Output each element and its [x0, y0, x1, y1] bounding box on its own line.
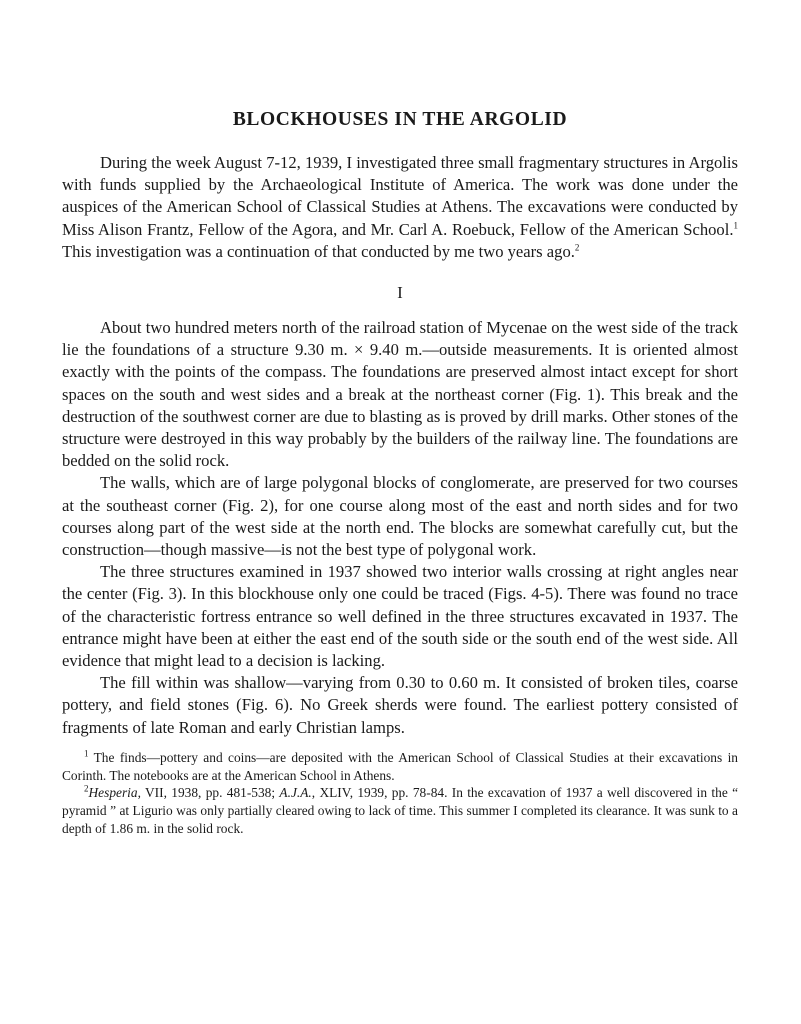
journal-title: A.J.A.: [279, 785, 312, 801]
body-paragraph: The fill within was shallow—varying from 0.30 to 0.60 m. It consisted of broken tiles, coarse pottery, and field stones (Fig. 6). No Greek sherds were found. The earliest pottery consisted of fragments of late Roman and early Christian lamps.: [62, 673, 738, 737]
footnote-1: [62, 749, 738, 785]
body-paragraph: About two hundred meters north of the railroad station of Mycenae on the west side of the track lie the foundations of a structure 9.30 m. × 9.40 m.—outside measurements. It is oriented almost exactly with the points of the compass. The foundations are preserved almost intact except for short spaces on the south and west sides and a break at the northeast corner (Fig. 1). This break and the destruction of the southwest corner are due to blasting as is proved by drill marks. Other stones of the structure were destroyed in this way probably by the builders of the railway line. The foundations are bedded on the solid rock.: [62, 318, 738, 471]
intro-text-continued: This investigation was a continuation of that conducted by me two years ago.: [62, 241, 575, 261]
journal-title: Hesperia: [88, 785, 138, 801]
footnotes: [62, 749, 738, 838]
intro-text: During the week August 7-12, 1939, I investigated three small fragmentary structures in Argolis with funds supplied by the Archaeological Institute of America. The work was done under the auspices of the American School of Classical Studies at Athens. The excavations were conducted by Miss Alison Frantz, Fellow of the Agora, and Mr. Carl A. Roebuck, Fellow of the American School.: [62, 153, 738, 239]
footnote-ref-2[interactable]: 2: [574, 242, 580, 253]
footnote-text: The finds—pottery and coins—are deposited with the American School of Classical Studies at their excavations in Corinth. The notebooks are at the American School in Athens.: [62, 749, 738, 783]
document-page: [62, 108, 738, 838]
intro-paragraph: [62, 152, 738, 263]
footnote-mark-2: 2: [84, 784, 89, 794]
section-heading: I: [397, 283, 403, 303]
body-paragraph: The three structures examined in 1937 showed two interior walls crossing at right angles near the center (Fig. 3). In this blockhouse only one could be traced (Figs. 4-5). There was found no trace of the characteristic fortress entrance so well defined in the three structures excavated in 1937. The entrance might have been at either the east end of the south side or the south end of the west side. All evidence that might lead to a decision is lacking.: [62, 562, 738, 671]
footnote-text: , XLIV, 1939, pp. 78-84. In the excavation of 1937 a well discovered in the “ pyramid ” at Ligurio was only partially cleared owing to lack of time. This summer I completed its clearance. It was sunk to a depth of 1.86 m. in the solid rock.: [62, 785, 739, 837]
footnote-2: [62, 784, 738, 837]
footnote-ref-1[interactable]: 1: [733, 220, 738, 231]
article-title: BLOCKHOUSES IN THE ARGOLID: [232, 109, 568, 130]
footnote-text: , VII, 1938, pp. 481-538;: [137, 785, 280, 801]
body-paragraph: The walls, which are of large polygonal blocks of conglomerate, are preserved for two courses at the southeast corner (Fig. 2), for one course along most of the east and north sides and for two courses along part of the west side at the north end. The blocks are somewhat carefully cut, but the construction—though massive—is not the best type of polygonal work.: [62, 473, 738, 560]
footnote-mark-1: 1: [84, 748, 89, 759]
